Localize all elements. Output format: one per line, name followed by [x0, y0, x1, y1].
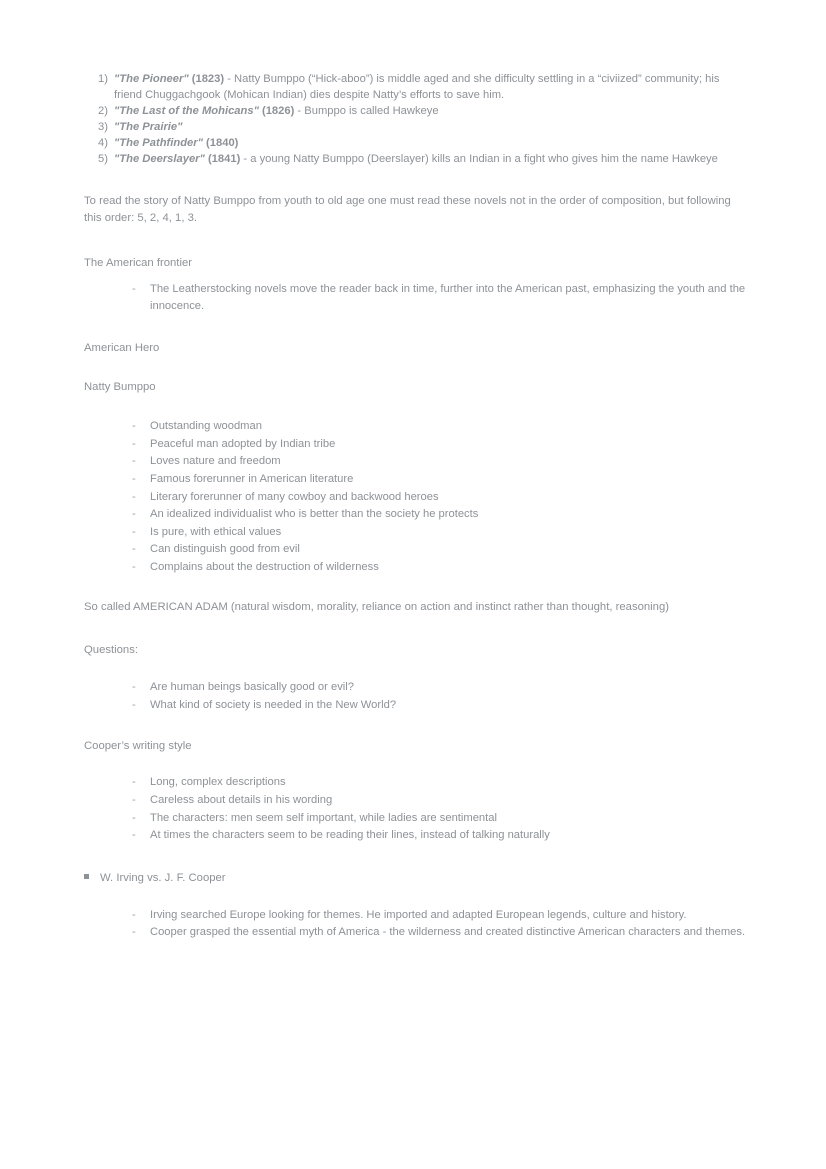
dash-bullet-icon: - [132, 490, 136, 503]
list-item [84, 136, 746, 152]
dash-bullet-icon: - [132, 283, 136, 296]
square-bullet-icon [84, 874, 89, 879]
american-hero-heading: American Hero [84, 342, 160, 355]
list-marker: 5) [98, 152, 108, 165]
list-item-text: Irving searched Europe looking for themes. He imported and adapted European legends, culture and history. [150, 908, 687, 921]
list-marker: 3) [98, 120, 108, 133]
frontier-heading: The American frontier [84, 257, 192, 270]
dash-bullet-icon: - [132, 437, 136, 450]
list-item-text: Famous forerunner in American literature [150, 473, 354, 486]
list-item [130, 453, 746, 470]
list-item [130, 774, 746, 791]
comparison-heading [84, 870, 746, 887]
list-item [84, 104, 746, 120]
list-item-text: An idealized individualist who is better than the society he protects [150, 508, 479, 521]
dash-bullet-icon: - [132, 698, 136, 711]
list-item-text: Complains about the destruction of wilderness [150, 560, 379, 573]
list-item [130, 810, 746, 827]
dash-bullet-icon: - [132, 776, 136, 789]
list-item-text: The Leatherstocking novels move the reader back in time, further into the American past, emphasizing the youth and the innocence. [150, 283, 746, 312]
list-marker: 2) [98, 104, 108, 117]
frontier-bullet-list [84, 281, 746, 314]
list-item [130, 559, 746, 576]
list-item-text: At times the characters seem to be reading their lines, instead of talking naturally [150, 829, 550, 842]
novel-description: - Bumppo is called Hawkeye [294, 104, 439, 117]
dash-bullet-icon: - [132, 681, 136, 694]
novel-year: (1823) [191, 73, 225, 85]
list-item [84, 152, 746, 168]
novel-title: "The Pioneer" [114, 73, 189, 85]
comparison-heading-text: W. Irving vs. J. F. Cooper [100, 871, 226, 884]
writing-style-list [84, 774, 746, 843]
questions-heading: Questions: [84, 644, 139, 657]
list-item [130, 524, 746, 541]
writing-style-heading: Cooper’s writing style [84, 739, 192, 752]
american-adam-paragraph: So called AMERICAN ADAM (natural wisdom, morality, reliance on action and instinct rather than thought, reasoning) [84, 601, 669, 614]
list-item [130, 471, 746, 488]
list-item-text: Literary forerunner of many cowboy and backwood heroes [150, 490, 439, 503]
list-item [130, 506, 746, 523]
dash-bullet-icon: - [132, 420, 136, 433]
hero-traits-list [84, 418, 746, 575]
novel-title: "The Pathfinder" [114, 136, 203, 149]
dash-bullet-icon: - [132, 908, 136, 921]
list-item-text: Loves nature and freedom [150, 455, 281, 468]
list-item-text: The characters: men seem self important, while ladies are sentimental [150, 811, 497, 824]
novel-year: (1826) [261, 104, 295, 117]
novel-title: "The Deerslayer" [114, 152, 205, 165]
novel-description: - Natty Bumppo (“Hick-aboo”) is middle aged and she difficulty settling in a “civiized” community; his friend Chuggachgook (Mohican Indian) dies despite Natty’s efforts to save him. [114, 73, 720, 101]
questions-list [84, 679, 746, 713]
list-item [84, 120, 746, 136]
leatherstocking-novels-list [84, 72, 746, 167]
list-item [130, 679, 746, 696]
comparison-list [84, 907, 746, 941]
list-item-text: Long, complex descriptions [150, 776, 286, 789]
novel-year: (1840) [206, 136, 239, 149]
reading-order-paragraph: To read the story of Natty Bumppo from youth to old age one must read these novels not in the order of composition, but following this order: 5, 2, 4, 1, 3. [84, 195, 731, 225]
list-item [130, 907, 746, 924]
novel-title: "The Last of the Mohicans" [114, 104, 259, 117]
list-item-text: Cooper grasped the essential myth of America - the wilderness and created distinctive American characters and themes. [150, 926, 746, 939]
list-item-text: What kind of society is needed in the New World? [150, 698, 397, 711]
list-item [130, 827, 746, 844]
dash-bullet-icon: - [132, 794, 136, 807]
dash-bullet-icon: - [132, 543, 136, 556]
dash-bullet-icon: - [132, 811, 136, 824]
list-item [130, 436, 746, 453]
novel-title: "The Prairie" [114, 120, 183, 133]
list-item-text: Are human beings basically good or evil? [150, 681, 354, 694]
list-item [130, 792, 746, 809]
list-item [130, 418, 746, 435]
dash-bullet-icon: - [132, 560, 136, 573]
list-item-text: Outstanding woodman [150, 420, 262, 433]
dash-bullet-icon: - [132, 926, 136, 939]
dash-bullet-icon: - [132, 455, 136, 468]
list-item [130, 281, 746, 314]
novel-year: (1841) [207, 152, 241, 165]
list-marker: 1) [98, 73, 108, 85]
dash-bullet-icon: - [132, 829, 136, 842]
list-item [84, 72, 746, 104]
dash-bullet-icon: - [132, 473, 136, 486]
dash-bullet-icon: - [132, 508, 136, 521]
list-item [130, 489, 746, 506]
list-item-text: Careless about details in his wording [150, 794, 333, 807]
dash-bullet-icon: - [132, 525, 136, 538]
list-item [130, 697, 746, 714]
natty-bumppo-subheading: Natty Bumppo [84, 381, 156, 394]
list-marker: 4) [98, 136, 108, 149]
novel-description: - a young Natty Bumppo (Deerslayer) kills an Indian in a fight who gives him the name Hawkeye [240, 152, 718, 165]
list-item-text: Is pure, with ethical values [150, 525, 282, 538]
list-item [130, 541, 746, 558]
list-item-text: Can distinguish good from evil [150, 543, 300, 556]
list-item [130, 924, 746, 941]
list-item-text: Peaceful man adopted by Indian tribe [150, 437, 336, 450]
document-content [84, 72, 746, 941]
